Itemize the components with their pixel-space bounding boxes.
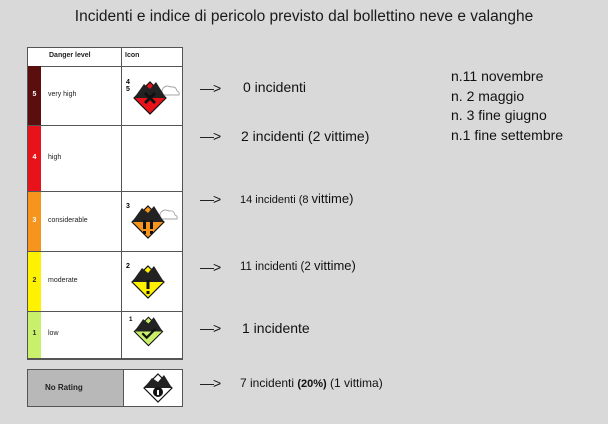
arrow-no-rating: —> (200, 375, 221, 391)
arrow-row-5: —> (200, 80, 221, 96)
no-rating-row (27, 369, 183, 407)
page-title: Incidenti e indice di pericolo previsto dal bollettino neve e valanghe (74, 8, 534, 25)
arrow-row-1: —> (200, 320, 221, 336)
danger-label: high (48, 153, 62, 161)
svg-text:3: 3 (126, 203, 130, 210)
arrow-row-3: —> (200, 191, 221, 207)
svg-text:1: 1 (129, 315, 133, 323)
danger-3-icon (124, 196, 180, 248)
incidents-level-5: 0 incidenti (243, 79, 307, 95)
column-divider (121, 48, 122, 359)
danger-label: very high (48, 90, 77, 98)
header-icon: Icon (125, 52, 140, 59)
header-danger-level: Danger level (49, 52, 91, 59)
no-rating-label: No Rating (45, 383, 83, 392)
side-notes (451, 67, 563, 145)
danger-row-4 (28, 126, 182, 192)
danger-color-swatch: 2 (28, 252, 41, 311)
danger-row-2 (28, 252, 182, 312)
danger-color-swatch: 5 (28, 66, 41, 125)
incidents-level-4: 2 incidenti (2 vittime) (241, 128, 370, 144)
danger-label: low (48, 330, 59, 337)
side-note: n.1 fine settembre (451, 126, 564, 143)
danger-row-3 (28, 192, 182, 252)
danger-2-icon (124, 256, 180, 308)
no-rating-cell (28, 370, 124, 406)
arrow-row-4: —> (200, 128, 221, 144)
danger-color-swatch: 4 (28, 126, 41, 191)
incidents-level-1: 1 incidente (242, 320, 310, 336)
danger-label: moderate (48, 276, 78, 284)
danger-color-swatch: 3 (28, 192, 41, 251)
no-rating-icon (142, 373, 174, 403)
danger-row-5 (28, 66, 182, 126)
svg-text:4: 4 (126, 79, 130, 86)
side-note: n. 2 maggio (451, 87, 525, 104)
danger-5-icon (124, 70, 180, 122)
danger-1-icon (124, 312, 180, 358)
danger-label: considerable (48, 216, 88, 224)
incidents-level-3: 14 incidenti (8 vittime) (240, 191, 354, 206)
side-note: n.11 novembre (451, 68, 544, 84)
incidents-level-2: 11 incidenti (2 vittime) (240, 258, 356, 273)
danger-scale-table (27, 47, 183, 360)
incidents-no-rating: 7 incidenti (20%) (1 vittima) (240, 376, 383, 390)
svg-text:5: 5 (126, 86, 130, 93)
table-header (28, 48, 182, 67)
arrow-row-2: —> (200, 259, 221, 275)
svg-text:2: 2 (126, 263, 130, 270)
danger-color-swatch: 1 (28, 312, 41, 358)
side-note: n. 3 fine giugno (451, 107, 547, 123)
danger-row-1 (28, 312, 182, 359)
